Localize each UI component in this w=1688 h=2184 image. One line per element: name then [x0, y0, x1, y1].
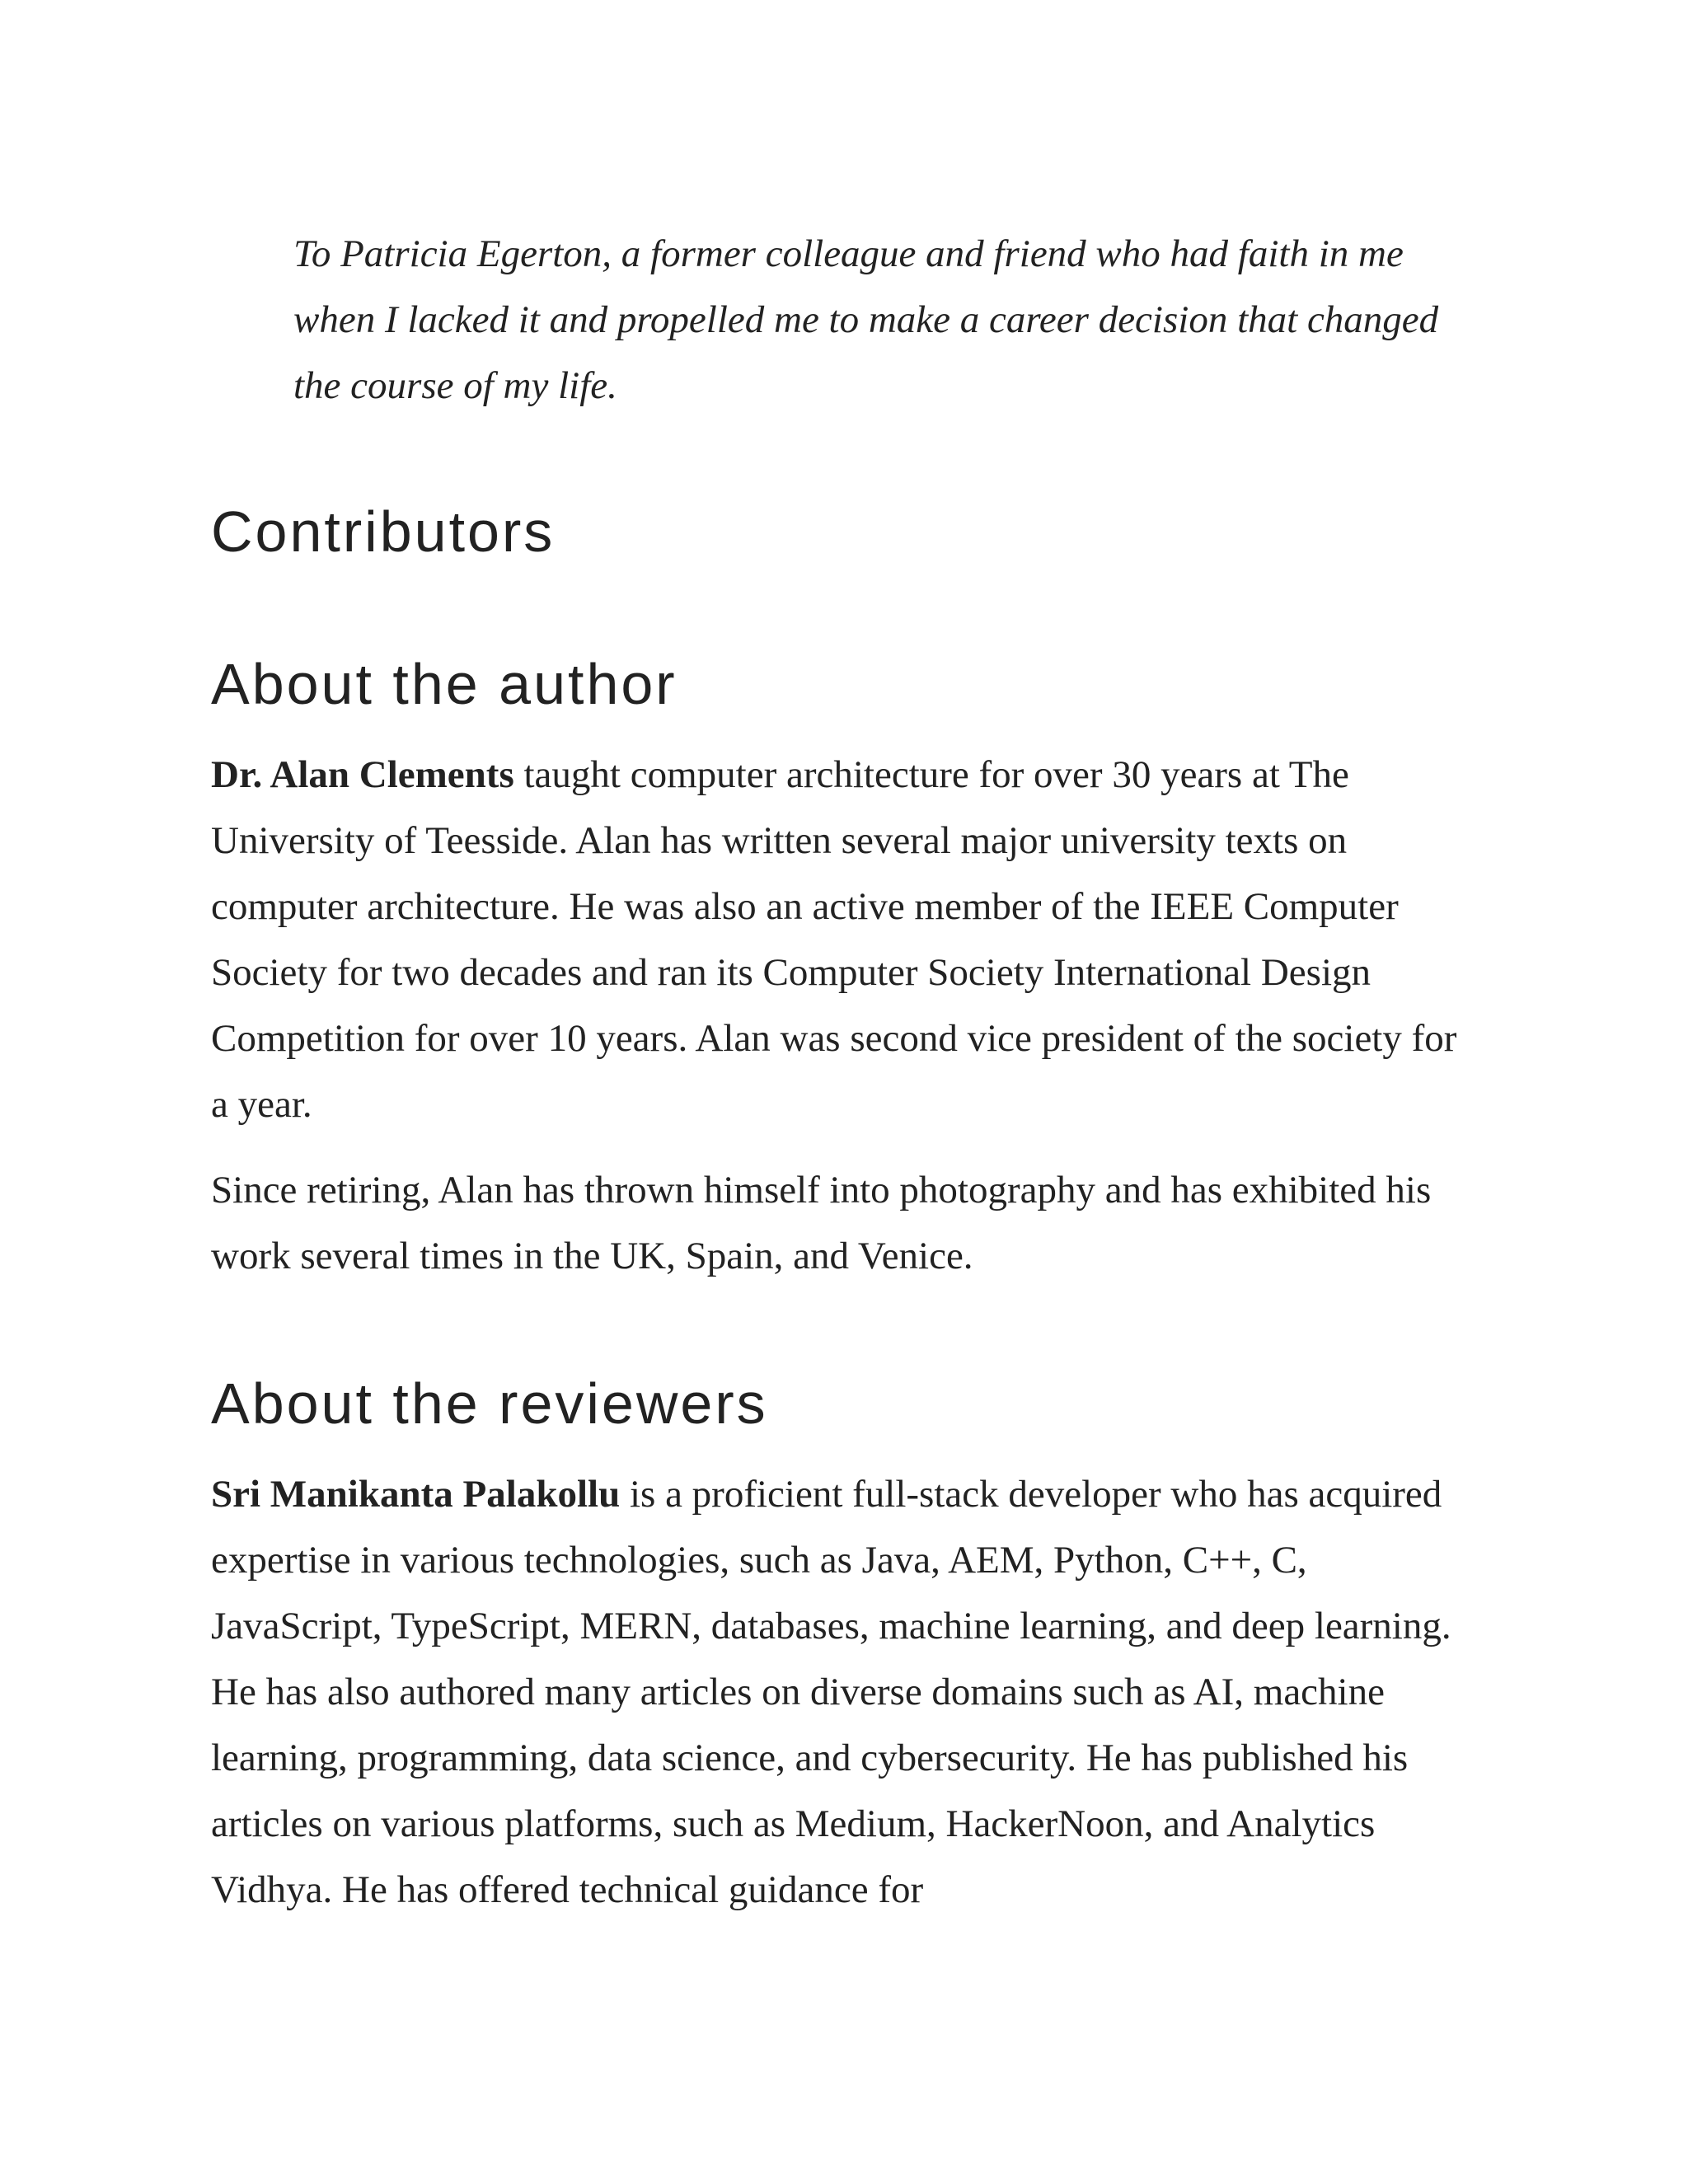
author-bio-paragraph — [211, 742, 1477, 1137]
reviewer-name: Sri Manikanta Palakollu — [211, 1473, 621, 1516]
reviewer-bio-paragraph — [211, 1461, 1477, 1923]
about-author-heading: About the author — [211, 652, 678, 716]
author-retirement-paragraph: Since retiring, Alan has thrown himself into photography and has exhibited his work several times in the UK, Spain, and Venice. — [211, 1169, 1432, 1277]
contributors-heading: Contributors — [211, 499, 556, 564]
author-bio-text: taught computer architecture for over 30 years at The University of Teesside. Alan has written several major university texts on computer architecture. He was also an active member of the IEEE Computer Society for two decades and ran its Computer Society International Design Competition for over 10 years. Alan was second vice president of the society for a year. — [211, 753, 1457, 1126]
reviewer-bio-text: is a proficient full-stack developer who has acquired expertise in various technologies, such as Java, AEM, Python, C++, C, JavaScript, TypeScript, MERN, databases, machine learning, and deep learning. He has also authored many articles on diverse domains such as AI, machine learning, programming, data science, and cybersecurity. He has published his articles on various platforms, such as Medium, HackerNoon, and Analytics Vidhya. He has offered technical guidance for — [211, 1473, 1451, 1911]
dedication-text: To Patricia Egerton, a former colleague and friend who had faith in me when I lacked it and propelled me to make a career decision that changed the course of my life. — [293, 232, 1439, 407]
about-reviewers-heading: About the reviewers — [211, 1371, 768, 1436]
author-name: Dr. Alan Clements — [211, 753, 514, 796]
